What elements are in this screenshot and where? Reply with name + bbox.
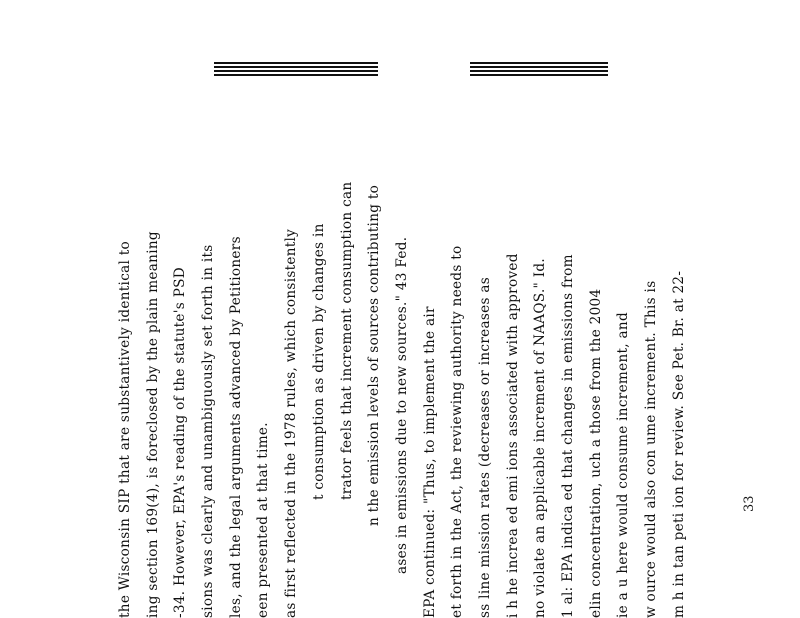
text-line: sions was clearly and unambiguously set forth in its bbox=[200, 244, 217, 618]
text-line: een presented at that time. bbox=[255, 422, 272, 618]
text-line: 1 al: EPA indica ed that changes in emissions from bbox=[560, 254, 576, 618]
text-line: et forth in the Act, the reviewing authority needs to bbox=[449, 245, 466, 618]
text-line: -34. However, EPA's reading of the statute's PSD bbox=[172, 267, 189, 618]
text-line: the Wisconsin SIP that are substantively identical to bbox=[117, 240, 133, 618]
text-line: ie a u here would consume increment, and bbox=[615, 312, 632, 618]
body-text bbox=[100, 113, 693, 618]
text-line: t consumption as driven by changes in bbox=[310, 223, 327, 500]
text-line: ases in emissions due to new sources." 43 Fed. bbox=[393, 236, 410, 574]
text-line: elin concentration, uch a those from the 2004 bbox=[587, 288, 604, 618]
text-line: ing section 169(4), is foreclosed by the plain meaning bbox=[144, 231, 161, 618]
redaction-mark-right bbox=[470, 62, 608, 78]
text-line: i h he increa ed emi ions associated with approved bbox=[504, 253, 521, 618]
text-line: m h in tan peti ion for review. See Pet. Br. at 22- bbox=[670, 270, 687, 618]
text-line: w ource would also con ume increment. This is bbox=[643, 280, 660, 618]
text-line: as first reflected in the 1978 rules, which consistently bbox=[283, 228, 300, 618]
text-line: les, and the legal arguments advanced by Petitioners bbox=[227, 236, 244, 618]
text-line: ss line mission rates (decreases or increases as bbox=[476, 276, 493, 618]
text-line: n the emission levels of sources contributing to bbox=[366, 184, 383, 526]
text-line: no violate an applicable increment of NAAQS." Id. bbox=[532, 257, 549, 618]
page-number: 33 bbox=[742, 495, 757, 512]
text-line: EPA continued: "Thus, to implement the air bbox=[421, 306, 438, 618]
redaction-mark-left bbox=[214, 62, 378, 78]
text-line: trator feels that increment consumption can bbox=[338, 181, 355, 500]
